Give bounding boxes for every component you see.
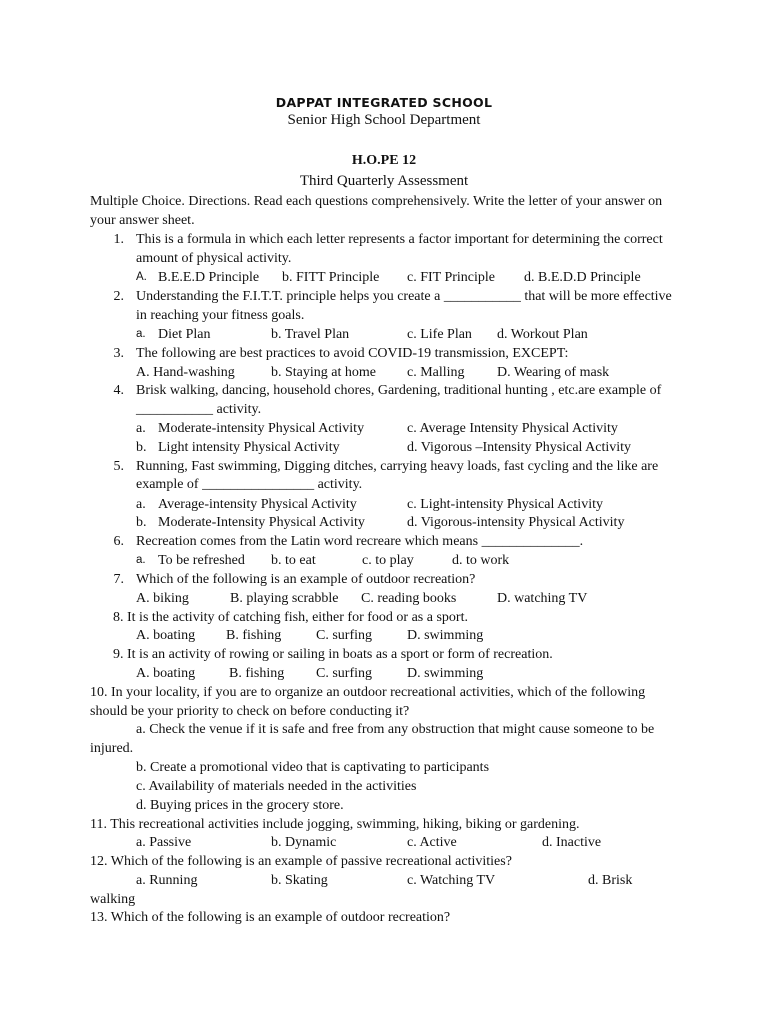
option-d: d. Buying prices in the grocery store. (136, 798, 344, 813)
option-d: D. watching TV (497, 591, 588, 606)
option-c: c. Availability of materials needed in the activities (136, 779, 417, 794)
option-b: B. playing scrabble (230, 591, 339, 606)
question-number: 5. (113, 459, 124, 474)
option-b: b. FITT Principle (282, 270, 380, 285)
option-a: A. boating (136, 628, 196, 643)
question-text: Understanding the F.I.T.T. principle helps you create a ___________ that will be more effective (136, 289, 672, 304)
question-text: 8. It is the activity of catching fish, either for food or as a sport. (113, 610, 468, 625)
question-text: This is a formula in which each letter represents a factor important for determining the correct (136, 232, 663, 247)
option-b: b. Skating (271, 873, 328, 888)
option-d: D. Wearing of mask (497, 365, 610, 380)
option-a: To be refreshed (158, 553, 245, 568)
option-a: A. Hand-washing (136, 365, 235, 380)
option-d: d. Workout Plan (497, 327, 588, 342)
question-text-cont: should be your priority to check on before conducting it? (90, 704, 410, 719)
option-c: c. Malling (407, 365, 465, 380)
school-name: DAPPAT INTEGRATED SCHOOL (275, 95, 493, 110)
option-d-cont: walking (90, 892, 136, 907)
option-b: B. fishing (229, 666, 285, 681)
subject-title: H.O.PE 12 (351, 153, 417, 168)
option-letter: a. (136, 554, 146, 566)
option-d: D. swimming (407, 628, 484, 643)
option-c: C. reading books (361, 591, 457, 606)
option-c: c. Active (407, 835, 457, 850)
option-a: a. Running (136, 873, 198, 888)
option-d: D. swimming (407, 666, 484, 681)
option-letter: b. (136, 440, 147, 455)
option-a: Diet Plan (158, 327, 211, 342)
directions-line-2: your answer sheet. (90, 213, 195, 228)
option-d: d. B.E.D.D Principle (524, 270, 641, 285)
directions-line-1: Multiple Choice. Directions. Read each questions comprehensively. Write the letter of your answer on (90, 194, 663, 209)
option-b: b. Create a promotional video that is captivating to participants (136, 760, 490, 775)
option-c: c. Average Intensity Physical Activity (407, 421, 618, 436)
option-letter: a. (136, 497, 146, 512)
option-a: Average-intensity Physical Activity (158, 497, 357, 512)
option-a: a. Check the venue if it is safe and free from any obstruction that might cause someone to be (136, 722, 655, 737)
question-text-cont: in reaching your fitness goals. (136, 308, 305, 323)
question-text: 13. Which of the following is an example of outdoor recreation? (90, 910, 451, 925)
option-a: A. biking (136, 591, 189, 606)
question-text-cont: ___________ activity. (136, 402, 262, 417)
question-text: 10. In your locality, if you are to organize an outdoor recreational activities, which of the following (90, 685, 646, 700)
option-d: d. Brisk (588, 873, 633, 888)
question-number: 7. (113, 572, 124, 587)
option-c: c. Light-intensity Physical Activity (407, 497, 603, 512)
option-a: B.E.E.D Principle (158, 270, 260, 285)
option-b: Moderate-Intensity Physical Activity (158, 515, 365, 530)
question-text: Running, Fast swimming, Digging ditches, carrying heavy loads, fast cycling and the like are (136, 459, 659, 474)
option-d: d. to work (452, 553, 510, 568)
question-text: The following are best practices to avoid COVID-19 transmission, EXCEPT: (136, 346, 569, 361)
option-a-cont: injured. (90, 741, 134, 756)
option-b: b. Travel Plan (271, 327, 350, 342)
question-number: 3. (113, 346, 124, 361)
department-name: Senior High School Department (287, 112, 481, 128)
option-letter: b. (136, 515, 147, 530)
option-c: c. Life Plan (407, 327, 472, 342)
option-c: C. surfing (316, 628, 372, 643)
question-number: 1. (113, 232, 124, 247)
question-text-cont: example of ________________ activity. (136, 477, 363, 492)
question-text: Brisk walking, dancing, household chores, Gardening, traditional hunting , etc.are example of (136, 383, 662, 398)
option-letter: a. (136, 421, 146, 436)
option-b: b. Dynamic (271, 835, 337, 850)
option-letter: a. (136, 328, 146, 340)
question-text: Which of the following is an example of outdoor recreation? (136, 572, 476, 587)
option-a: A. boating (136, 666, 196, 681)
option-letter: A. (136, 271, 147, 283)
question-text: 11. This recreational activities include jogging, swimming, hiking, biking or gardening. (90, 817, 580, 832)
option-b: B. fishing (226, 628, 282, 643)
question-number: 2. (113, 289, 124, 304)
question-number: 4. (113, 383, 124, 398)
option-c: C. surfing (316, 666, 372, 681)
option-b: b. to eat (271, 553, 316, 568)
option-b: Light intensity Physical Activity (158, 440, 340, 455)
question-text-cont: amount of physical activity. (136, 251, 292, 266)
option-c: c. FIT Principle (407, 270, 496, 285)
question-text: 12. Which of the following is an example of passive recreational activities? (90, 854, 512, 869)
option-c: c. Watching TV (407, 873, 496, 888)
question-text: 9. It is an activity of rowing or sailing in boats as a sport or form of recreation. (113, 647, 553, 662)
assessment-title: Third Quarterly Assessment (299, 173, 469, 189)
option-b: b. Staying at home (271, 365, 376, 380)
option-a: Moderate-intensity Physical Activity (158, 421, 365, 436)
option-d: d. Vigorous –Intensity Physical Activity (407, 440, 632, 455)
question-text: Recreation comes from the Latin word recreare which means ______________. (136, 534, 584, 549)
question-number: 6. (113, 534, 124, 549)
option-d: d. Vigorous-intensity Physical Activity (407, 515, 625, 530)
option-a: a. Passive (136, 835, 192, 850)
option-d: d. Inactive (542, 835, 602, 850)
option-c: c. to play (362, 553, 414, 568)
